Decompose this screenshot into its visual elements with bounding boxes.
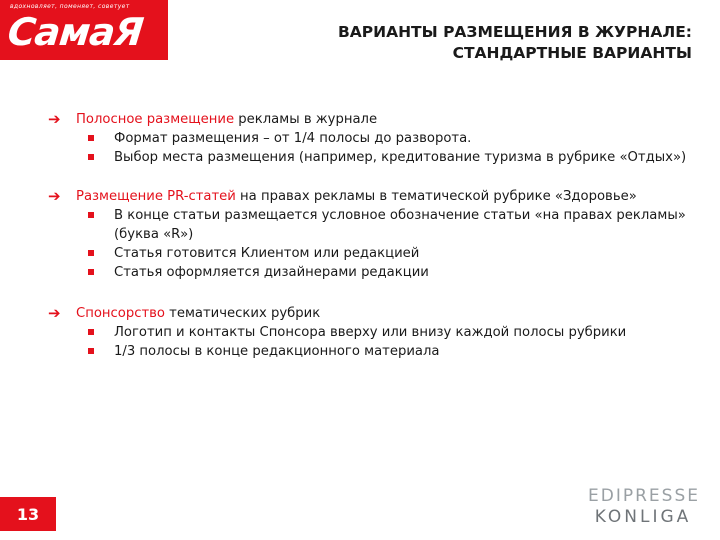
section-heading-text: рекламы в журнале [234,112,378,127]
page-number: 13 [0,497,56,531]
section-highlight: Размещение PR-статей [76,189,236,204]
publisher-logo [588,486,698,528]
section-bullets [48,206,688,282]
square-bullet-icon [88,154,94,160]
publisher-logo-line-2: KONLIGA [594,507,692,527]
section-highlight: Спонсорство [76,306,165,321]
bullet-item [48,342,688,361]
logo-wordmark: СамаЯ [5,10,145,54]
bullet-text: 1/3 полосы в конце редакционного материала [114,344,440,359]
bullet-item [48,148,688,167]
bullet-item [48,129,688,148]
publisher-logo-line-1: EDIPRESSE [588,486,700,506]
magazine-logo [0,0,168,60]
square-bullet-icon [88,348,94,354]
slide-title [252,22,692,64]
bullet-text: Статья оформляется дизайнерами редакции [114,265,429,280]
arrow-right-icon: ➔ [48,187,61,205]
square-bullet-icon [88,329,94,335]
slide-title-line-1: ВАРИАНТЫ РАЗМЕЩЕНИЯ В ЖУРНАЛЕ: [337,23,692,41]
section-highlight: Полосное размещение [76,112,235,127]
section-heading-text: тематических рубрик [164,306,321,321]
slide-content [48,110,688,381]
bullet-text: Логотип и контакты Спонсора вверху или внизу каждой полосы рубрики [114,325,627,340]
square-bullet-icon [88,269,94,275]
bullet-item [48,323,688,342]
section-heading-text: на правах рекламы в тематической рубрике «Здоровье» [235,189,637,204]
section-bullets [48,323,688,361]
arrow-right-icon: ➔ [48,304,61,322]
bullet-text: В конце статьи размещается условное обозначение статьи «на правах рекламы» (буква «R») [114,208,686,242]
bullet-text: Формат размещения – от 1/4 полосы до разворота. [114,131,472,146]
section-heading [48,304,688,323]
section-pr-articles [48,187,688,282]
bullet-item [48,206,688,244]
bullet-item [48,244,688,263]
square-bullet-icon [88,212,94,218]
section-sponsorship [48,304,688,361]
logo-tagline: вдохновляет, поменяет, советует [10,3,130,10]
square-bullet-icon [88,135,94,141]
bullet-text: Выбор места размещения (например, кредитование туризма в рубрике «Отдых») [114,150,687,165]
section-heading [48,187,688,206]
section-bullets [48,129,688,167]
slide-title-line-2: СТАНДАРТНЫЕ ВАРИАНТЫ [452,44,692,62]
arrow-right-icon: ➔ [48,110,61,128]
section-strip-ads [48,110,688,167]
section-heading [48,110,688,129]
bullet-item [48,263,688,282]
bullet-text: Статья готовится Клиентом или редакцией [114,246,420,261]
square-bullet-icon [88,250,94,256]
